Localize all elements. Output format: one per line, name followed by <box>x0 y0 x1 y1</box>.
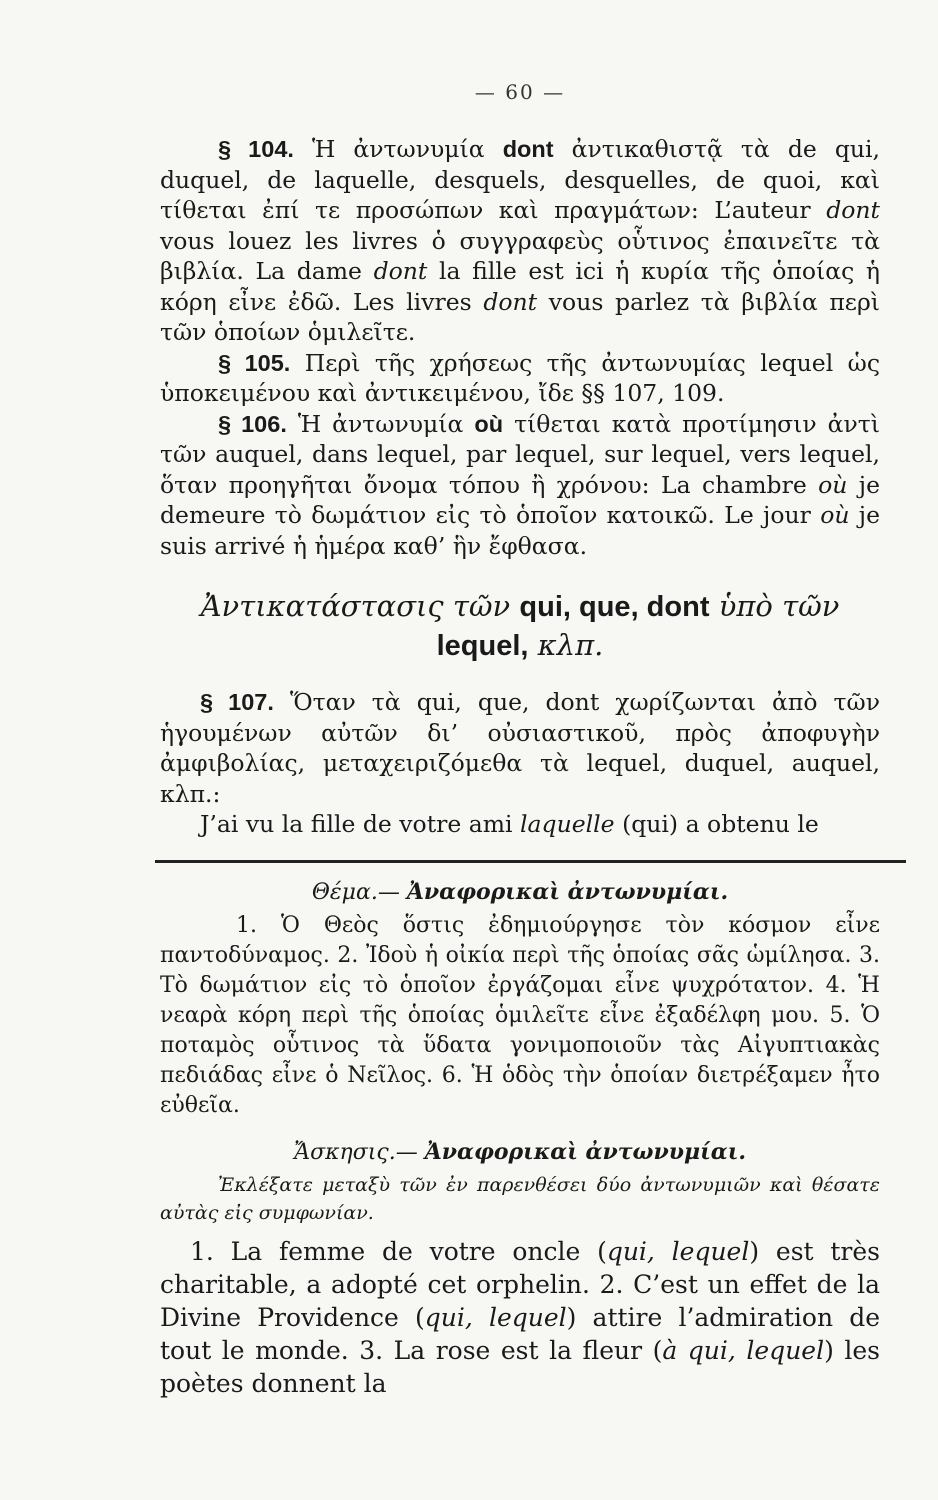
heading-greek: ὑπὸ τῶν <box>709 589 840 623</box>
exercise-text: 1. Ὁ Θεὸς ὅστις ἐδημιούργησε τὸν κόσμον εἶνε παντοδύναμος. 2. Ἰδοὺ ἡ οἰκία περὶ τῆς ὁποίας σᾶς ὡμίλησα. 3. Τὸ δωμάτιον εἰς τὸ ὁποῖον ἐργάζομαι εἶνε ψυχρότατον. 4. Ἡ νεαρὰ κόρη περὶ τῆς ὁποίας ὁμιλεῖτε εἶνε ἐξαδέλφη μου. 5. Ὁ ποταμὸς οὗτινος τὰ ὕδατα γονιμοποιοῦν τὰς Αἰγυπτιακὰς πεδιάδας εἶνε ὁ Νεῖλος. 6. Ἡ ὁδὸς τὴν ὁποίαν διετρέξαμεν ἦτο εὐθεῖα. <box>160 912 880 1118</box>
paragraph-106 <box>160 409 880 562</box>
paragraph-text: Περὶ τῆς χρήσεως τῆς ἀντωνυμίας lequel ὡς ὑποκειμένου καὶ ἀντικειμένου, ἴδε §§ 107, 109. <box>160 348 880 407</box>
keyword-ou: où <box>474 410 504 437</box>
choice-options: à qui, lequel <box>662 1335 825 1365</box>
sentence-text: ) attire l’admiration de tout le monde. 3. La rose est la fleur ( <box>160 1302 881 1365</box>
paragraph-text: Ὅταν τὰ qui, que, dont χωρίζωνται ἀπὸ τῶν ἡγουμένων αὐτῶν δι’ οὐσιαστικοῦ, πρὸς ἀποφυγὴν ἀμφιβολίας, μεταχειριζόμεθα τὰ lequel, duquel, auquel, κλπ.: <box>160 688 880 808</box>
choice-options: qui, lequel <box>424 1302 567 1332</box>
footnote-divider <box>155 860 906 863</box>
paragraph-text: la fille est ici ἡ κυρία τῆς ὁποίας ἡ κόρη εἶνε ἐδῶ. Les livres <box>160 257 880 316</box>
example-word: dont <box>373 257 428 285</box>
section-heading <box>160 587 880 665</box>
paragraph-text: je suis arrivé ἡ ἡμέρα καθ’ ἣν ἔφθασα. <box>160 501 880 560</box>
sentence-text: ) est très charitable, a adopté cet orphelin. 2. C’est un effet de la Divine Providence ( <box>160 1236 880 1332</box>
paragraph-105 <box>160 348 880 409</box>
paragraph-text: vous parlez τὰ βιβλία περὶ τῶν ὁποίων ὁμιλεῖτε. <box>160 287 880 346</box>
choice-options: qui, lequel <box>606 1236 750 1266</box>
paragraph-107 <box>160 687 880 809</box>
paragraph-text: Ἡ ἀντωνυμία <box>286 409 475 438</box>
paragraph-text: vous louez les livres ὁ συγγραφεὺς οὗτινος ἐπαινεῖτε τὰ βιβλία. La dame <box>160 226 880 285</box>
page-number: — 60 — <box>474 80 566 104</box>
paragraph-text: (qui) a obtenu le <box>614 810 819 838</box>
example-word: dont <box>826 196 880 224</box>
paragraph-107-example <box>160 809 880 840</box>
example-word: où <box>820 501 850 529</box>
section-number: § 104. <box>218 136 294 162</box>
exercise-instruction: Ἐκλέξατε μεταξὺ τῶν ἐν παρενθέσει δύο ἀντωνυμιῶν καὶ θέσατε αὐτὰς εἰς συμφωνίαν. <box>160 1173 880 1224</box>
example-word: où <box>818 470 848 499</box>
sentence-text: ) les poètes donnent la <box>160 1335 881 1398</box>
sentence-text: 1. La femme de votre oncle ( <box>190 1236 607 1266</box>
paragraph-text: Ἡ ἀντωνυμία <box>293 135 503 163</box>
example-word: laquelle <box>520 810 615 838</box>
paragraph-104 <box>160 134 880 348</box>
heading-greek: Ἀντικατάστασις τῶν <box>200 589 520 623</box>
section-number: § 107. <box>200 689 274 715</box>
exercise-topic: Ἀναφορικαὶ ἀντωνυμίαι. <box>424 1138 747 1165</box>
exercise-label: Θέμα.— <box>311 879 407 905</box>
paragraph-text: ἀντικαθιστᾷ τὰ de qui, duquel, de laquelle, desquels, desquelles, de quoi, καὶ τίθεται ἐπί τε προσώπων καὶ πραγμάτων: L’auteur <box>160 135 880 224</box>
exercise-label: Ἄσκησις.— <box>293 1139 425 1165</box>
section-number: § 105. <box>218 349 291 376</box>
paragraph-text: je demeure τὸ δωμάτιον εἰς τὸ ὁποῖον κατοικῶ. Le jour <box>160 470 880 529</box>
heading-greek: κλπ. <box>528 628 604 662</box>
heading-french: lequel, <box>436 630 529 662</box>
section-number: § 106. <box>218 410 287 437</box>
exercise-title <box>160 1139 880 1165</box>
exercise-topic: Ἀναφορικαὶ ἀντωνυμίαι. <box>406 878 729 905</box>
paragraph-text: J’ai vu la fille de votre ami <box>200 810 521 838</box>
exercise-title <box>160 879 880 905</box>
paragraph-text: τίθεται κατὰ προτίμησιν ἀντὶ τῶν auquel, dans lequel, par lequel, sur lequel, vers lequel, ὅταν προηγῆται ὄνομα τόπου ἢ χρόνου: La chambre <box>160 409 880 499</box>
example-word: dont <box>483 287 538 316</box>
exercise-sentences <box>160 1235 880 1400</box>
keyword-dont: dont <box>502 136 554 162</box>
heading-french: qui, que, dont <box>519 591 710 623</box>
